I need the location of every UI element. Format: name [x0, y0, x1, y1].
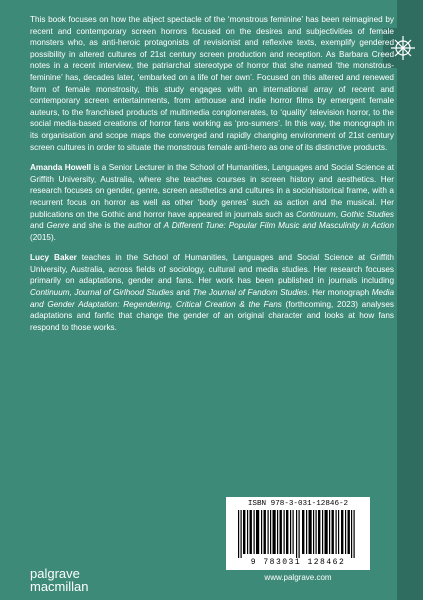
publisher-line1: palgrave [30, 566, 80, 581]
barcode-box [226, 497, 370, 570]
publisher-url[interactable]: www.palgrave.com [264, 573, 332, 582]
publisher-line2: macmillan [30, 579, 89, 594]
barcode-icon [236, 510, 360, 558]
publisher-logo [30, 567, 89, 593]
author-bio-howell: Amanda Howell is a Senior Lecturer in the School of Humanities, Languages and Social Science at Griffith University, Australia, where she teaches courses in screen history and aesthetics. Her research focuses on gender, genre, screen aesthetics and cultures in a sociohistorical frame, with a recurrent focus on horror as well as other ‘body genres’ such as action and the musical. Her publications on the Gothic and horror have appeared in journals such as Continuum, Gothic Studies and Genre and she is the author of A Different Tune: Popular Film Music and Masculinity in Action (2015). [30, 163, 395, 242]
barcode-number: 9 783031 128462 [250, 558, 346, 567]
author-bio-baker: Lucy Baker teaches in the School of Humanities, Languages and Social Science at Griffith University, Australia, across fields of sociology, cultural and media studies. Her research focuses primarily on adaptations, gender and fans. Her work has been published in journals including Continuum, Journal of Girlhood Studies and The Journal of Fandom Studies. Her monograph Media and Gender Adaptation: Regendering, Critical Creation & the Fans (forthcoming, 2023) analyses adaptations and fanfic that change the gender of an original character and looks at how fans respond to those works. [30, 253, 395, 332]
isbn-label: ISBN 978-3-031-12846-2 [247, 500, 349, 508]
author-name: Lucy Baker [30, 253, 77, 263]
spine-strip [397, 0, 423, 600]
blurb-paragraph: This book focuses on how the abject spectacle of the ‘monstrous feminine’ has been reimagined by recent and contemporary screen horrors focused on the desires and subjectivities of female monsters who, as anti-heroic protagonists of revisionist and reflexive texts, exemplify gendered possibility in altered cultures of 21st century screen production and reception. As Barbara Creed notes in a recent interview, the patriarchal stereotype of horror that she named ‘the monstrous-feminine’ has, decades later, ‘embarked on a life of her own’. Focused on this altered and renewed form of female monstrosity, this study engages with an international array of recent and contemporary screen entertainments, from arthouse and indie horror films by emergent female auteurs, to the franchised products of multimedia conglomerates, to ‘quality’ television horror, to the social media-based creations of horror fans working as ‘pro-sumers’. In this way, the monograph in its organisation and scope maps the converged and rapidly changing environment of 21st century screen cultures in order to situate the monstrous female anti-hero as one of its distinctive products. [30, 15, 394, 152]
author-name: Amanda Howell [30, 163, 92, 173]
back-cover-text [30, 14, 394, 342]
